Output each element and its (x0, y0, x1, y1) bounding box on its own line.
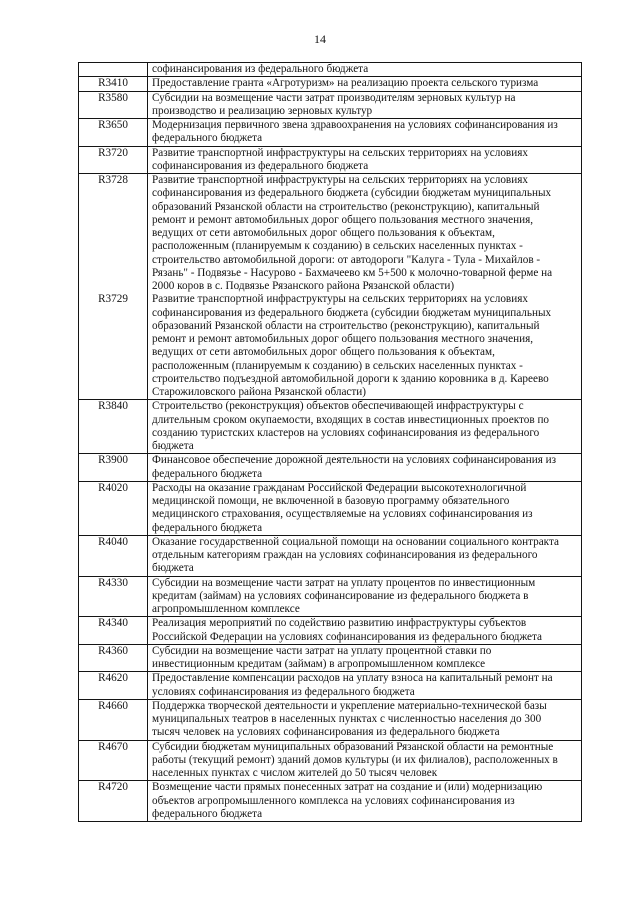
description-line: бюджета (152, 562, 194, 575)
description-line: федерального бюджета (152, 521, 263, 534)
description-line: населенных пунктах с числом жителей до 50 тысяч человек (152, 767, 438, 779)
table-row (79, 76, 581, 90)
row-code: R3728 (79, 174, 148, 293)
table-row (79, 740, 581, 781)
description-line: Рязань" - Подвязье - Насурово - Бахмачеево км 5+500 к молочно-товарной ферме на (152, 266, 553, 279)
description-line: федерального бюджета (152, 807, 263, 820)
description-line: Предоставление гранта «Агротуризм» на реализацию проекта сельского туризма (152, 77, 539, 90)
row-code: R3900 (79, 454, 148, 481)
row-code: R4360 (79, 645, 148, 672)
description-line: Субсидии на возмещение части затрат производителям зерновых культур на (152, 91, 516, 104)
row-code: R4720 (79, 781, 148, 821)
description-line: Возмещение части прямых понесенных затрат на создание и (или) модернизацию (152, 781, 543, 794)
table-row (79, 293, 581, 399)
row-description (148, 147, 581, 174)
description-line: Российской Федерации на условиях софинансирования из федерального бюджета (152, 630, 543, 643)
row-description (148, 482, 581, 535)
description-line: 2000 коров в с. Подвязье Рязанского района Рязанской области) (152, 280, 455, 292)
table-row (79, 453, 581, 481)
row-description (148, 617, 581, 644)
description-line: Развитие транспортной инфраструктуры на сельских территориях на условиях (152, 174, 528, 186)
table-row (79, 118, 581, 146)
description-line: Развитие транспортной инфраструктуры на сельских территориях на условиях (152, 146, 528, 159)
description-line: софинансирования из федерального бюджета (субсидии бюджетам муниципальных (152, 187, 552, 200)
description-line: Развитие транспортной инфраструктуры на сельских территориях на условиях (152, 293, 528, 306)
description-line: длительным сроком окупаемости, входящих в состав инвестиционных проектов по (152, 413, 550, 426)
description-line: инвестиционным кредитам (займам) в агропромышленном комплексе (152, 658, 486, 670)
row-description (148, 645, 581, 672)
row-code: R4340 (79, 617, 148, 644)
table-row (79, 173, 581, 293)
description-line: работы (текущий ремонт) зданий домов культуры (и их филиалов), расположенных в (152, 753, 558, 766)
row-description (148, 536, 581, 576)
table-row (79, 644, 581, 672)
row-code: R4670 (79, 741, 148, 781)
description-line: кредитам (займам) на условиях софинансирование из федерального бюджета в (152, 589, 529, 602)
row-code: R3580 (79, 92, 148, 119)
row-description (148, 92, 581, 119)
description-line: Финансовое обеспечение дорожной деятельности на условиях софинансирования из (152, 454, 557, 467)
row-description (148, 174, 581, 293)
description-line: строительство автомобильной дороги: от автодороги "Калуга - Тула - Михайлов - (152, 253, 541, 266)
table-row (79, 62, 581, 76)
description-line: расположенным (планируемым к созданию) в сельских населенных пунктах - (152, 359, 523, 372)
description-line: Субсидии на возмещение части затрат на уплату процентной ставки по (152, 644, 492, 657)
row-code: R3650 (79, 119, 148, 146)
table-row (79, 616, 581, 644)
table-row (79, 576, 581, 617)
row-code: R4620 (79, 672, 148, 699)
description-line: объектов агропромышленного комплекса на условиях софинансирования из (152, 794, 515, 807)
description-line: Субсидии бюджетам муниципальных образований Рязанской области на ремонтные (152, 740, 554, 753)
codes-table (78, 62, 582, 822)
description-line: федерального бюджета (152, 467, 263, 480)
description-line: Старожиловского района Рязанской области) (152, 386, 366, 398)
row-description (148, 672, 581, 699)
description-line: Расходы на оказание гражданам Российской Федерации высокотехнологичной (152, 481, 527, 494)
description-line: образований Рязанской области на строительство (реконструкцию), капитальный (152, 200, 540, 213)
table-row (79, 91, 581, 119)
description-line: Оказание государственной социальной помощи на основании социального контракта (152, 535, 559, 548)
description-line: ремонт и ремонт автомобильных дорог общего пользования местного значения, (152, 333, 534, 345)
row-description (148, 454, 581, 481)
description-line: созданию туристских кластеров на условиях софинансирования из федерального (152, 426, 540, 439)
description-line: условиях софинансирования из федерального бюджета (152, 685, 415, 698)
description-line: Субсидии на возмещение части затрат на уплату процентов по инвестиционным (152, 576, 536, 589)
description-line: софинансирования из федерального бюджета (152, 63, 369, 75)
row-description (148, 577, 581, 617)
table-row (79, 671, 581, 699)
description-line: ремонт и ремонт автомобильных дорог общего пользования местного значения, (152, 213, 534, 226)
row-code: R3720 (79, 147, 148, 174)
row-description (148, 63, 581, 76)
table-row (79, 535, 581, 576)
row-description (148, 400, 581, 453)
description-line: отдельным категориям граждан на условиях софинансирования из федерального (152, 549, 538, 561)
description-line: Модернизация первичного звена здравоохранения на условиях софинансирования из (152, 119, 558, 131)
table-row (79, 399, 581, 453)
row-code: R3840 (79, 400, 148, 453)
description-line: ведущих от сети автомобильных дорог общего пользования к объектам, (152, 346, 495, 359)
description-line: образований Рязанской области на строительство (реконструкцию), капитальный (152, 319, 540, 332)
description-line: Реализация мероприятий по содействию развитию инфраструктуры субъектов (152, 617, 527, 630)
row-description (148, 293, 581, 399)
description-line: тысяч человек на условиях софинансирования из федерального бюджета (152, 726, 500, 739)
row-description (148, 741, 581, 781)
description-line: агропромышленном комплексе (152, 603, 300, 615)
description-line: медицинского страхования, осуществляемые на условиях софинансирования из (152, 508, 533, 521)
table-row (79, 699, 581, 740)
description-line: расположенным (планируемым к созданию) в сельских населенных пунктах - (152, 240, 523, 253)
description-line: софинансирования из федерального бюджета (субсидии бюджетам муниципальных (152, 306, 552, 319)
row-code: R3410 (79, 77, 148, 90)
description-line: строительство подъездной автомобильной дороги к зданию коровника в д. Кареево (152, 372, 549, 385)
description-line: муниципальных театров в населенных пунктах с численностью населения до 300 (152, 713, 542, 725)
description-line: бюджета (152, 440, 194, 452)
description-line: производство и реализацию зерновых культур (152, 104, 373, 117)
row-description (148, 77, 581, 90)
row-code (79, 63, 148, 76)
description-line: ведущих от сети автомобильных дорог общего пользования к объектам, (152, 227, 495, 239)
description-line: софинансирования из федерального бюджета (152, 159, 369, 172)
description-line: медицинской помощи, не включенной в базовую программу обязательного (152, 495, 510, 507)
row-code: R3729 (79, 293, 148, 399)
description-line: федерального бюджета (152, 132, 263, 145)
row-description (148, 700, 581, 740)
row-description (148, 119, 581, 146)
row-code: R4330 (79, 577, 148, 617)
table-row (79, 146, 581, 174)
row-code: R4020 (79, 482, 148, 535)
row-code: R4660 (79, 700, 148, 740)
row-code: R4040 (79, 536, 148, 576)
description-line: Поддержка творческой деятельности и укрепление материально-технической базы (152, 699, 547, 712)
description-line: Предоставление компенсации расходов на уплату взноса на капитальный ремонт на (152, 672, 553, 685)
page-number: 14 (314, 32, 326, 46)
table-row (79, 481, 581, 535)
row-description (148, 781, 581, 821)
description-line: Строительство (реконструкция) объектов обеспечивающей инфраструктуры с (152, 400, 524, 413)
table-row (79, 780, 581, 821)
